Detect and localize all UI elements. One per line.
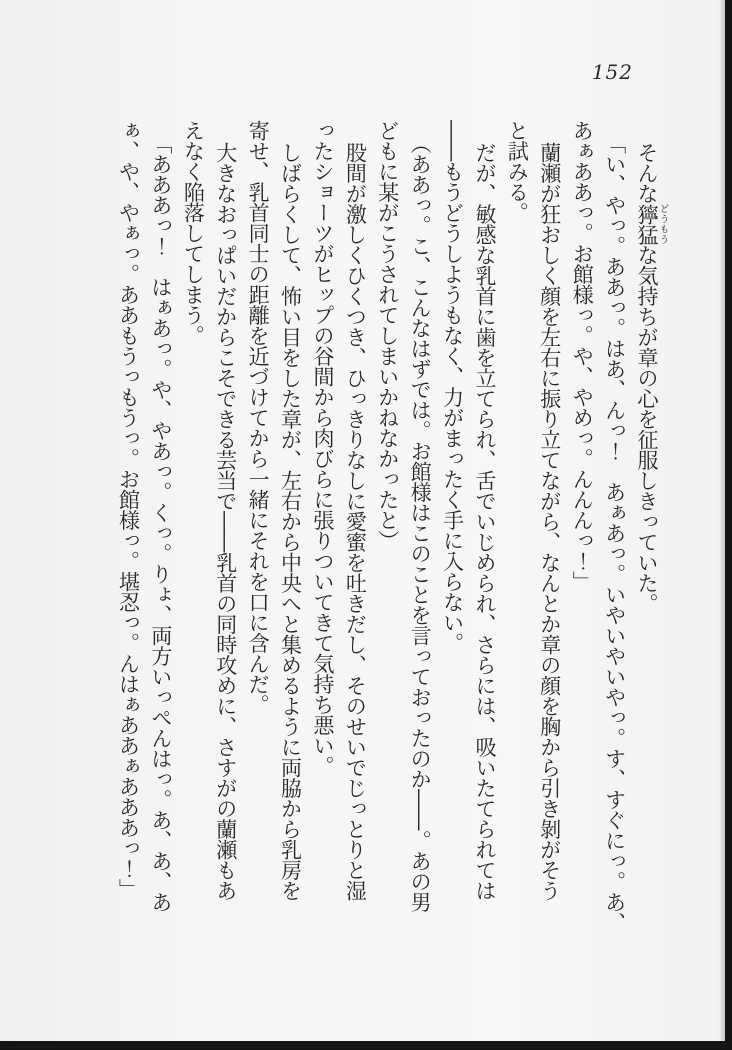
text-line: 大きなおっぱいだからこそできる芸当で――乳首の同時攻めに、さすがの蘭瀬もあ (213, 142, 238, 901)
scan-edge-bottom (0, 1041, 732, 1050)
text-block (112, 120, 668, 962)
scan-edge-right (725, 0, 732, 1050)
text-line: （ああっ。こ、こんなはずでは。お館様はこのことを言っておったのか――。あの男 (408, 133, 433, 912)
text-line: 蘭瀬が狂おしく顔を左右に振り立てながら、なんとか章の顔を胸から引き剝がそう (537, 142, 562, 901)
ruby-annotated-word: 獰猛どうもう (635, 203, 669, 245)
text-line: だが、敏感な乳首に歯を立てられ、舌でいじめられ、さらには、吸いたてられては (472, 142, 497, 901)
text-line: どもに某がこうされてしまいかねなかったと） (375, 120, 400, 551)
text-line: しばらくして、怖い目をした章が、左右から中央へと集めるように両脇から乳房を (278, 142, 303, 901)
text-line: あぁああっ。お館様っ。や、やめっ。んんんっ！」 (570, 120, 595, 592)
text-line: ――もうどうしようもなく、力がまったく手に入らない。 (440, 120, 465, 653)
text-line: 寄せ、乳首同士の距離を近づけてから一緒にそれを口に含んだ。 (246, 120, 271, 715)
text-line: ぁ、や、やぁっ。ああもうっもうっ。お館様っ。堪忍っ。んはぁああぁあああっ！」 (116, 120, 141, 899)
text-line: ったショーツがヒップの谷間から肉びらに張りついてきて気持ち悪い。 (310, 120, 335, 776)
text-line: 「い、やっ。ああっ。はあ、んっ！ あぁあっ。いやいやいやっ。す、すぐにっ。あ、 (602, 133, 627, 933)
text-line: そんな獰猛どうもうな気持ちが章の心を征服しきっていた。 (635, 142, 669, 614)
text-line: と試みる。 (505, 120, 530, 223)
text-line: えなく陥落してしまう。 (181, 120, 206, 346)
text-line: 「あああっ！ はぁあっ。や、やあっ。くっ。りょ、両方いっぺんはっ。あ、あ、あ (148, 133, 173, 912)
page-number: 152 (591, 60, 633, 84)
text-line: 股間が激しくひくつき、ひっきりなしに愛蜜を吐きだし、そのせいでじっとりと湿 (343, 142, 368, 901)
